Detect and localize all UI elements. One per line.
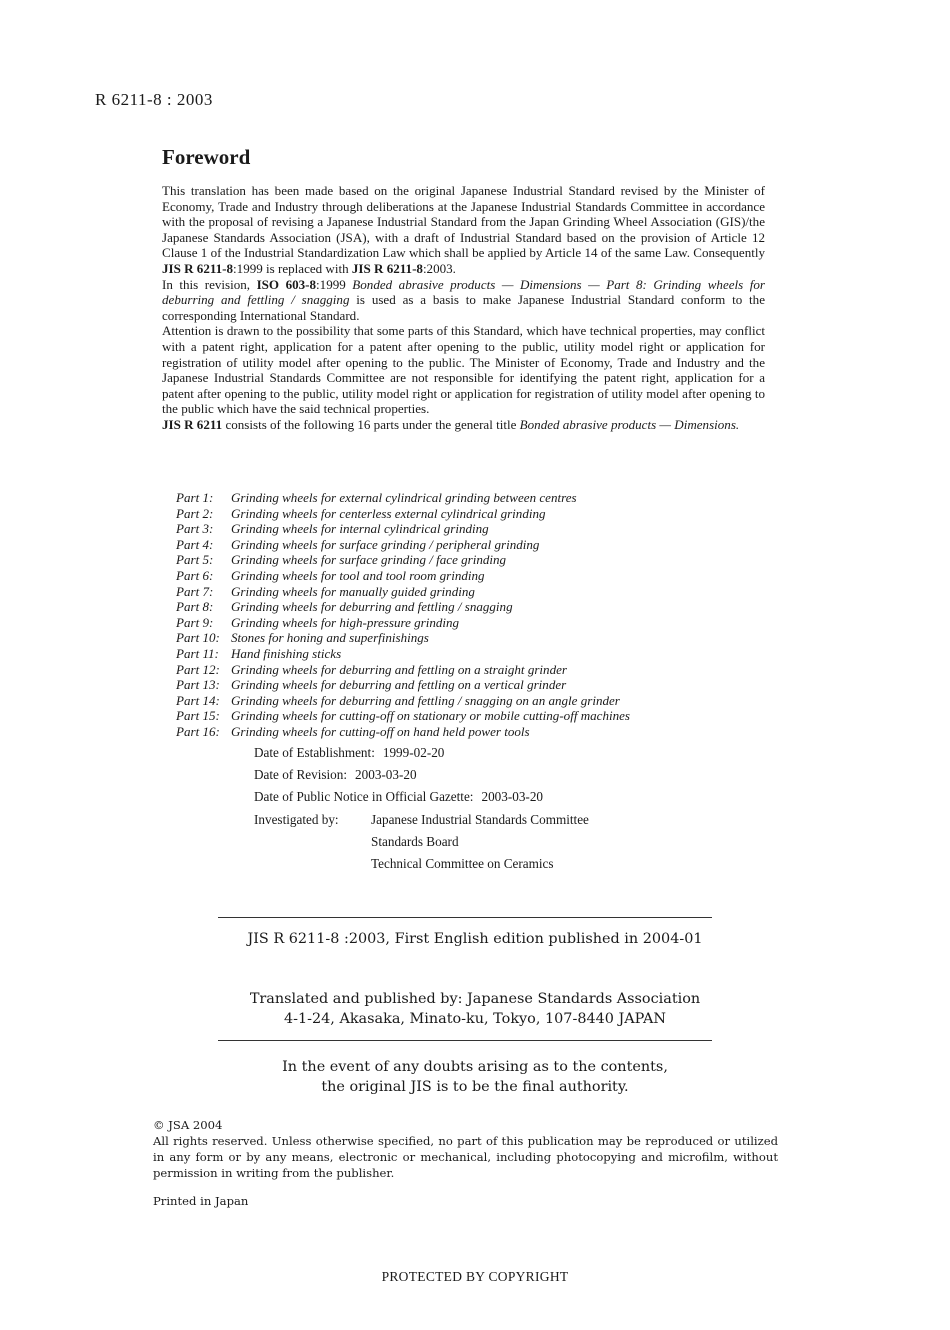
part-title: Grinding wheels for deburring and fettling / snagging on an angle grinder [231,692,620,708]
part-label: Part 1: [176,490,214,505]
establishment-date: 1999-02-20 [382,745,445,760]
revision-label: Date of Revision: [254,767,348,783]
part-title: Grinding wheels for internal cylindrical grinding [231,521,489,537]
paragraph-text: :2003. [422,260,456,276]
copyright-text: All rights reserved. Unless otherwise specified, no part of this publication may be reproduced or utilized in any form or by any means, electronic or mechanical, including photocopying and microfilm, without permission in writing from the publisher. [153,1134,778,1180]
part-item [176,693,630,709]
printed-in: Printed in Japan [153,1194,249,1208]
gazette-date: 2003-03-20 [481,789,544,805]
copyright-line: © JSA 2004 [153,1118,223,1132]
dates-block [254,745,589,878]
edition-note: JIS R 6211-8 :2003, First English edition published in 2004-01 [247,931,703,947]
divider [218,917,712,918]
part-label: Part 10: [176,630,220,646]
page-title: Foreword [162,145,251,169]
standard-title: Bonded abrasive products — Dimensions — Part 8: Grinding wheels for deburring and fettling / snagging [162,276,765,308]
part-label: Part 7: [176,583,214,599]
part-item [176,552,630,568]
part-title: Stones for honing and superfinishings [231,630,429,646]
part-title: Grinding wheels for tool and tool room grinding [231,567,485,583]
part-label: Part 16: [176,723,220,739]
part-item [176,708,630,724]
part-item [176,568,630,584]
investigated-by: Japanese Industrial Standards Committee [371,811,589,827]
part-item [176,599,630,615]
revision-date: 2003-03-20 [355,767,417,783]
part-title: Grinding wheels for surface grinding / face grinding [231,552,507,568]
investigated-row [254,812,589,834]
paragraph-text: :1999 is replaced with [233,260,352,276]
part-title: Grinding wheels for manually guided grinding [231,583,475,599]
paragraph-text: is used as a basis to make Japanese Industrial Standard conform to the corresponding International Standard. [162,292,765,323]
part-label: Part 15: [176,708,220,724]
protected-footer: PROTECTED BY COPYRIGHT [381,1269,569,1284]
part-title: Grinding wheels for deburring and fettling on a vertical grinder [231,677,567,693]
part-title: Grinding wheels for high-pressure grinding [231,614,460,630]
paragraph-revision [162,277,765,324]
standard-ref: ISO 603-8 [256,276,317,292]
standard-title: Bonded abrasive products — Dimensions. [519,416,740,432]
part-item [176,724,630,740]
part-label: Part 6: [176,567,214,583]
investigated-by: Technical Committee on Ceramics [371,855,554,871]
part-label: Part 8: [176,599,214,615]
notice-line: In the event of any doubts arising as to the contents, [282,1059,668,1075]
standard-ref: JIS R 6211 [162,416,223,432]
paragraph-text: In this revision, [162,276,257,292]
paragraph-translation [162,183,765,277]
paragraph-text: This translation has been made based on the original Japanese Industrial Standard revised by the Minister of Economy, Trade and Industry through deliberations at the Japanese Industrial Standards Committee in accordance with the proposal of revising a Japanese Industrial Standard from the Japan Grinding Wheel Association (GIS)/the Japanese Standards Association (JSA), with a draft of Industrial Standard based on the provision of Article 12 Clause 1 of the Industrial Standardization Law which shall be applied by Article 14 of the same Law. Consequently [162,183,765,261]
standard-ref: JIS R 6211-8 [162,260,234,276]
part-label: Part 9: [176,614,214,630]
authority-notice [0,1057,950,1097]
publisher-address: 4-1-24, Akasaka, Minato-ku, Tokyo, 107-8440 JAPAN [283,1011,667,1027]
investigated-label: Investigated by: [254,811,339,827]
part-item [176,584,630,600]
part-title: Hand finishing sticks [231,645,342,661]
part-label: Part 3: [176,521,214,537]
part-label: Part 13: [176,677,220,693]
part-label: Part 14: [176,692,220,708]
paragraph-text: :1999 [316,276,353,292]
paragraph-text: consists of the following 16 parts under the general title [222,416,520,432]
part-label: Part 11: [176,645,219,661]
divider [218,1040,712,1041]
publisher-line: Translated and published by: Japanese Standards Association [249,991,701,1007]
part-item [176,537,630,553]
establishment-label: Date of Establishment: [254,745,375,760]
part-item [176,677,630,693]
revision-row [254,767,589,789]
part-item [176,646,630,662]
part-title: Grinding wheels for cutting-off on hand held power tools [231,723,530,739]
investigated-by: Standards Board [371,833,459,849]
establishment-row [254,745,589,767]
paragraph-patent: Attention is drawn to the possibility that some parts of this Standard, which have technical properties, may conflict with a patent right, application for a patent after opening to the public, utility model right or application for registration of utility model after opening to the public. The Minister of Economy, Trade and Industry and the Japanese Industrial Standards Committee are not responsible for identifying the patent right, application for a patent after opening to the public, utility model right or application for registration of utility model after opening to the public which have the said technical properties. [162,323,765,417]
part-title: Grinding wheels for deburring and fettling on a straight grinder [231,661,567,677]
part-item [176,662,630,678]
part-item [176,521,630,537]
foreword-body [162,183,765,433]
gazette-row [254,789,589,811]
part-label: Part 12: [176,661,220,677]
part-item [176,630,630,646]
part-title: Grinding wheels for deburring and fettling / snagging [231,599,513,615]
part-label: Part 4: [176,536,214,552]
part-title: Grinding wheels for cutting-off on stationary or mobile cutting-off machines [231,708,630,724]
part-item [176,490,630,506]
standard-ref: JIS R 6211-8 [351,260,423,276]
investigated-row [254,856,589,878]
gazette-label: Date of Public Notice in Official Gazette: [254,789,474,805]
part-title: Grinding wheels for external cylindrical grinding between centres [231,490,577,505]
paragraph-parts-intro [162,417,765,433]
investigated-row [254,834,589,856]
copyright-block [153,1117,778,1181]
publisher-info [0,989,950,1029]
part-item [176,615,630,631]
notice-line: the original JIS is to be the final authority. [321,1079,629,1095]
part-label: Part 5: [176,552,214,568]
document-code: R 6211-8 : 2003 [95,90,213,109]
part-title: Grinding wheels for surface grinding / peripheral grinding [231,536,540,552]
parts-list [176,490,630,740]
part-title: Grinding wheels for centerless external cylindrical grinding [231,505,546,521]
part-label: Part 2: [176,505,214,521]
part-item [176,506,630,522]
